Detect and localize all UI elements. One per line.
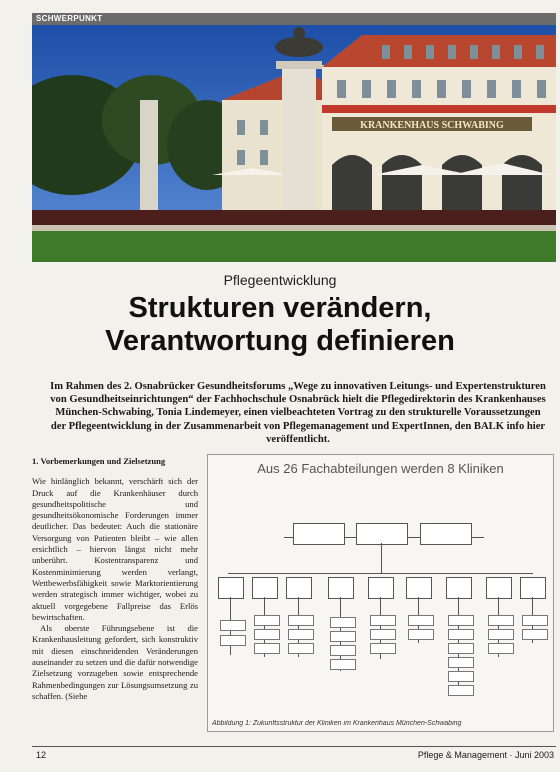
org-connector (381, 543, 382, 573)
clinic-box (368, 577, 394, 599)
dept-box (448, 643, 474, 654)
dept-box (448, 685, 474, 696)
article-paragraph-1: Wie hinlänglich bekannt, verschärft sich der Druck auf die Krankenhäuser durch gesundheitspolitische und gesundheitsökonomische Forderungen immer deutlicher. Das bedeutet: Auch die stationäre Versorgung von Patienten bleibt – wie allen ersichtlich – hiervon längst nicht mehr unberührt. Kostentransparenz und Kostenminimierung werden verlangt, Wettbewerbsfähigkeit sowie Marktorientierung werden strategisch immer wichtiger, wobei zu aktuell vorgegebene Fallpreise das Erlös bewirtschaften. (32, 476, 198, 622)
clinic-box (328, 577, 354, 599)
dept-box (488, 643, 514, 654)
dept-box (220, 620, 246, 631)
clinic-box (218, 577, 244, 599)
clinic-box (406, 577, 432, 599)
org-box-top (356, 523, 408, 545)
dept-box (448, 629, 474, 640)
dept-box (288, 643, 314, 654)
dept-box (448, 657, 474, 668)
dept-box (330, 659, 356, 670)
section-heading: 1. Vorbemerkungen und Zielsetzung (32, 456, 166, 466)
kicker: Pflegeentwicklung (223, 272, 337, 288)
headline (0, 292, 560, 358)
headline-line-2: Verantwortung definieren (105, 325, 455, 357)
dept-box (254, 643, 280, 654)
dept-box (408, 629, 434, 640)
org-box-top (293, 523, 345, 545)
dept-box (448, 615, 474, 626)
lead-paragraph: Im Rahmen des 2. Osnabrücker Gesundheitsforums „Wege zu innovativen Leitungs- und Expertenstrukturen von Gesundheitseinrichtungen“ der Fachhochschule Osnabrück hielt die Pflegedirektorin des Krankenhauses München-Schwabing, Tonia Lindemeyer, einen vielbeachteten Vortrag zu den strukturelle Voraussetzungen der Pflegeentwicklung in der Zusammenarbeit von Pflegemanagement und ExpertInnen, den BALK info hier veröffentlicht. (50, 381, 546, 445)
article-column (32, 456, 198, 702)
footer-rule (32, 746, 556, 747)
section-tag: SCHWERPUNKT (32, 13, 556, 25)
dept-box (330, 631, 356, 642)
dept-box (330, 645, 356, 656)
dept-box (370, 629, 396, 640)
clinic-box (520, 577, 546, 599)
figure-caption: Abbildung 1: Zukunftsstruktur der Kliniken im Krankenhaus München-Schwabing (212, 720, 462, 727)
dept-box (220, 635, 246, 646)
clinic-box (446, 577, 472, 599)
clinic-box (286, 577, 312, 599)
dept-box (488, 615, 514, 626)
figure-title: Aus 26 Fachabteilungen werden 8 Kliniken (257, 461, 504, 476)
org-box-top (420, 523, 472, 545)
dept-box (522, 615, 548, 626)
org-connector (228, 573, 533, 574)
clinic-box (252, 577, 278, 599)
dept-box (370, 615, 396, 626)
article-paragraph-2: Als oberste Führungsebene ist die Krankenhausleitung gefordert, sich konstruktiv mit diesen einschneidenden Veränderungen auseinander zu setzen und die dafür notwendige Zielsetzung vorzugeben sowie entsprechende Rahmenbedingungen zur Lösungsumsetzung zu schaffen. (Siehe (32, 623, 198, 701)
dept-box (254, 629, 280, 640)
dept-box (254, 615, 280, 626)
clinic-box (486, 577, 512, 599)
page-number: 12 (36, 750, 47, 760)
dept-box (448, 671, 474, 682)
dept-box (288, 615, 314, 626)
dept-box (522, 629, 548, 640)
dept-box (330, 617, 356, 628)
publication-info: Pflege & Management · Juni 2003 (417, 750, 554, 760)
hospital-photo (32, 25, 556, 262)
dept-box (488, 629, 514, 640)
dept-box (370, 643, 396, 654)
dept-box (288, 629, 314, 640)
org-chart-figure (207, 454, 554, 732)
headline-line-1: Strukturen verändern, (128, 292, 432, 324)
dept-box (408, 615, 434, 626)
building-sign: KRANKENHAUS SCHWABING (360, 120, 504, 131)
